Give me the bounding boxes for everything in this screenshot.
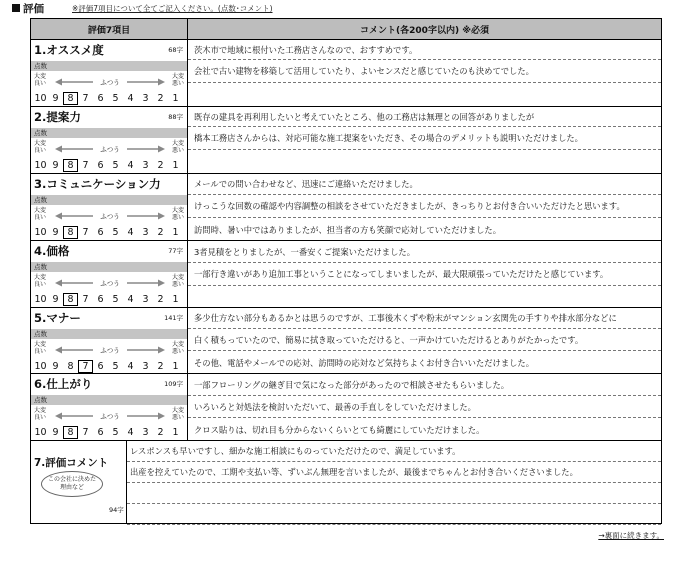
score-option[interactable]: 9 [52,160,59,171]
category-cell [31,308,188,374]
points-label: 点数 [31,395,187,405]
comment-cell [188,40,661,107]
comment-line[interactable]: 一部行き違いがあり追加工事ということになってしまいましたが、最大限頑張っていただけたと感じています。 [188,263,661,286]
scale-arrow-icon [55,212,165,220]
comment-line[interactable]: レスポンスも早いですし、細かな施工相談にものっていただけたので、満足しています。 [127,441,661,462]
comment-line[interactable]: 既存の建具を再利用したいと考えていたところ、他の工務店は無理との回答がありましたが [188,107,661,127]
points-label: 点数 [31,128,187,138]
comment-line[interactable]: 一部フローリングの継ぎ目で気になった部分があったので相談させたもらいました。 [188,374,661,396]
bad-label: 悪い [171,80,184,87]
comment-cell [188,374,661,441]
category-cell [31,40,188,107]
score-option-selected[interactable]: 8 [63,426,78,439]
score-option[interactable]: 6 [97,361,104,372]
comment-line[interactable]: 多少仕方ない部分もあるかとは思うのですが、工事後木くずや粉末がマンション玄関先の手すりや排水部分などに [188,308,661,329]
category-name: 6.仕上がり [34,377,93,391]
normal-label: ふつう [100,346,120,354]
comment-cell [188,107,661,174]
category-cell [31,107,188,174]
score-option[interactable]: 4 [127,160,134,171]
score-option[interactable]: 3 [142,427,149,438]
score-option[interactable]: 4 [127,294,134,305]
score-scale [33,92,183,105]
very-bad-label [172,341,184,355]
char-count: 68字 [168,46,183,54]
score-option[interactable]: 4 [127,227,134,238]
very-label: 大変 [171,73,184,80]
comment-line[interactable]: 出産を控えていたので、工期や支払い等、ずいぶん無理を言いましたが、最後までちゃんとお付き合いくださいました。 [127,462,661,483]
score-option[interactable]: 9 [52,361,59,372]
scale-arrow-icon [55,78,165,86]
char-count: 94字 [109,506,124,514]
scale-arrow-icon [55,145,165,153]
score-option[interactable]: 10 [34,427,47,438]
scale-arrow-icon [55,346,165,354]
score-scale [33,226,183,239]
category-name: 1.オススメ度 [34,43,104,57]
score-option[interactable]: 1 [172,294,179,305]
score-option[interactable]: 6 [97,294,104,305]
very-label: 大変 [34,407,47,414]
very-label: 大変 [34,207,47,214]
score-option[interactable]: 2 [157,361,164,372]
bad-label: 悪い [171,281,184,288]
very-good-label [34,207,46,221]
score-option-selected[interactable]: 7 [78,360,93,373]
very-label: 大変 [34,73,47,80]
score-option[interactable]: 7 [82,427,89,438]
comment-line[interactable]: けっこうな回数の確認や内容調整の相談をさせていただきましたが、きっちりとお付き合いいただけたと思います。 [188,195,661,218]
evaluation-comment-title: 7.評価コメント [34,457,109,469]
score-option[interactable]: 9 [52,427,59,438]
score-option[interactable]: 1 [172,93,179,104]
score-option[interactable]: 10 [34,294,47,305]
very-good-label [34,274,46,288]
score-option[interactable]: 7 [82,227,89,238]
score-option[interactable]: 6 [97,93,104,104]
category-name: 3.コミュニケーション力 [34,177,161,191]
score-option[interactable]: 3 [142,294,149,305]
comment-line[interactable]: 訪問時、暑い中ではありましたが、担当者の方も笑顔で応対していただけました。 [194,224,501,235]
score-option[interactable]: 2 [157,160,164,171]
comment-line[interactable] [188,286,661,308]
score-option-selected[interactable]: 8 [63,159,78,172]
score-scale [33,360,183,373]
normal-label: ふつう [100,412,120,420]
instruction-note: ※評価7項目について全てご記入ください。(点数･コメント) [72,3,273,13]
score-option[interactable]: 2 [157,227,164,238]
very-label: 大変 [171,207,184,214]
comment-line[interactable] [188,83,661,107]
char-count: 141字 [164,314,183,322]
very-good-label [34,407,46,421]
normal-label: ふつう [100,78,120,86]
score-option[interactable]: 10 [34,227,47,238]
good-label: 良い [34,281,47,288]
score-option[interactable]: 9 [52,227,59,238]
comment-line[interactable]: 茨木市で地域に根付いた工務店さんなので、おすすめです。 [188,40,661,60]
score-option[interactable]: 1 [172,160,179,171]
score-scale [33,159,183,172]
char-count: 88字 [168,113,183,121]
comment-line[interactable] [127,483,661,504]
reason-line-1: この会社に決めた [47,476,96,483]
scale-arrow-icon [55,279,165,287]
reason-oval [41,471,103,497]
score-option[interactable]: 4 [127,93,134,104]
continue-note: →裏面に続きます。 [598,531,664,540]
very-label: 大変 [34,140,47,147]
very-label: 大変 [34,341,47,348]
normal-label: ふつう [100,145,120,153]
category-cell [31,374,188,441]
very-bad-label [172,73,184,87]
score-option[interactable]: 7 [82,294,89,305]
comment-line[interactable]: 白く積もっていたので、簡易に拭き取っていただけると、一声かけていただけるとありがたかったです。 [188,329,661,351]
items-header: 評価7項目 [31,19,188,40]
evaluation-comment-cell [31,441,127,523]
points-label: 点数 [31,195,187,205]
score-option[interactable]: 7 [82,93,89,104]
comment-line[interactable]: その他、電話やメールでの応対、訪問時の応対など気持ちよくお付き合いいただけました。 [194,357,535,368]
very-bad-label [172,140,184,154]
very-bad-label [172,207,184,221]
good-label: 良い [34,348,47,355]
good-label: 良い [34,414,47,421]
comment-line[interactable]: いろいろと対処法を検討いただいて、最善の手直しをしていただけました。 [188,396,661,418]
score-option-selected[interactable]: 8 [63,92,78,105]
score-option[interactable]: 10 [34,160,47,171]
reason-line-2: 理由など [59,484,84,491]
section-header [12,1,273,15]
square-bullet-icon [12,4,20,12]
bad-label: 悪い [171,414,184,421]
comment-header: コメント(各200字以内) ※必須 [188,19,661,40]
very-label: 大変 [171,140,184,147]
score-option[interactable]: 9 [52,93,59,104]
comment-cell [188,174,661,241]
score-option[interactable]: 6 [97,427,104,438]
score-option[interactable]: 1 [172,427,179,438]
score-option[interactable]: 3 [142,361,149,372]
score-option[interactable]: 5 [112,227,119,238]
score-option[interactable]: 5 [112,427,119,438]
comment-cell [188,241,661,308]
comment-line[interactable]: 会社で古い建物を移築して活用していたり、よいセンスだと感じていたのも決めてでした。 [188,60,661,83]
scale-arrow-icon [55,412,165,420]
bad-label: 悪い [171,214,184,221]
score-option[interactable]: 1 [172,361,179,372]
score-option[interactable]: 1 [172,227,179,238]
comment-line[interactable]: メールでの問い合わせなど、迅速にご連絡いただけました。 [188,174,661,195]
normal-label: ふつう [100,212,120,220]
score-option[interactable]: 9 [52,294,59,305]
score-option[interactable]: 4 [127,361,134,372]
score-option[interactable]: 3 [142,160,149,171]
score-option[interactable]: 6 [97,227,104,238]
score-scale [33,426,183,439]
bad-label: 悪い [171,147,184,154]
normal-label: ふつう [100,279,120,287]
section-title: 評価 [23,2,44,15]
score-option[interactable]: 10 [34,93,47,104]
category-name: 4.価格 [34,244,70,258]
char-count: 77字 [168,247,183,255]
comment-line[interactable]: 橋本工務店さんからは、対応可能な施工提案をいただき、その場合のデメリットも説明いただけました。 [188,127,661,150]
score-option[interactable]: 2 [157,93,164,104]
points-label: 点数 [31,61,187,71]
score-option[interactable]: 6 [97,160,104,171]
score-option[interactable]: 5 [112,294,119,305]
score-option[interactable]: 3 [142,227,149,238]
score-option[interactable]: 5 [112,361,119,372]
comment-line[interactable] [127,525,661,546]
evaluation-form [30,18,662,524]
score-option[interactable]: 2 [157,294,164,305]
very-label: 大変 [34,274,47,281]
very-good-label [34,73,46,87]
score-option[interactable]: 5 [112,93,119,104]
score-option[interactable]: 4 [127,427,134,438]
very-label: 大変 [171,407,184,414]
category-cell [31,241,188,308]
comment-line[interactable]: クロス貼りは、切れ目も分からないくらいとても綺麗にしていただけました。 [194,424,485,435]
score-option-selected[interactable]: 8 [63,226,78,239]
very-good-label [34,140,46,154]
good-label: 良い [34,80,47,87]
score-scale [33,293,183,306]
category-name: 2.提案力 [34,110,81,124]
category-name: 5.マナー [34,311,81,325]
very-label: 大変 [171,341,184,348]
bad-label: 悪い [171,348,184,355]
comment-cell [188,308,661,374]
good-label: 良い [34,214,47,221]
score-option[interactable]: 3 [142,93,149,104]
category-cell [31,174,188,241]
comment-line[interactable] [127,504,661,525]
score-option[interactable]: 7 [82,160,89,171]
char-count: 109字 [164,380,183,388]
very-label: 大変 [171,274,184,281]
points-label: 点数 [31,329,187,339]
score-option[interactable]: 2 [157,427,164,438]
very-bad-label [172,407,184,421]
score-option[interactable]: 8 [67,361,74,372]
very-good-label [34,341,46,355]
good-label: 良い [34,147,47,154]
score-option[interactable]: 10 [34,361,47,372]
score-option-selected[interactable]: 8 [63,293,78,306]
very-bad-label [172,274,184,288]
comment-line[interactable] [188,150,661,174]
comment-line[interactable]: 3者見積をとりましたが、一番安くご提案いただけました。 [188,241,661,263]
score-option[interactable]: 5 [112,160,119,171]
points-label: 点数 [31,262,187,272]
evaluation-comment-lines [127,441,661,523]
